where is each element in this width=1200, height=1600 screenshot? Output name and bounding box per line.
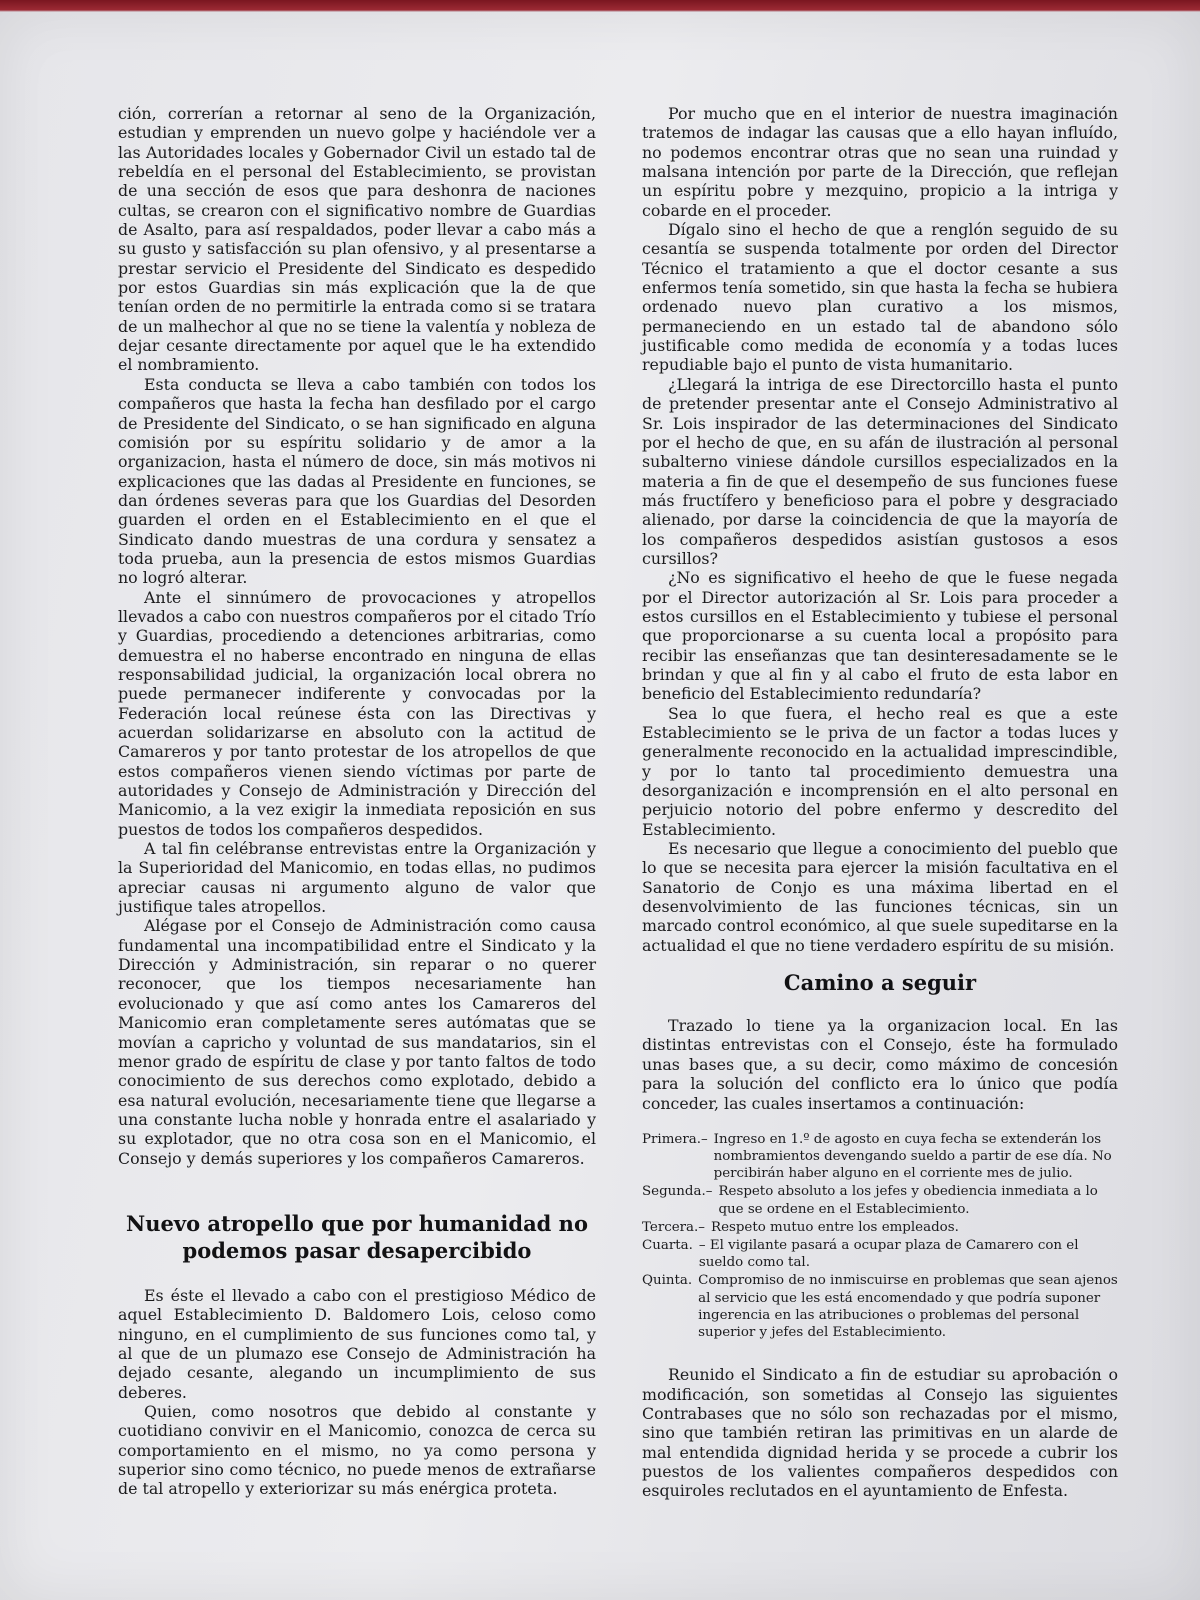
article-paragraph: Esta conducta se lleva a cabo también con todos los compañeros que hasta la fecha han desfilado por el cargo de Presidente del Sindicato, o se han significado en alguna comisión por su espíritu solidario y de amor a la organizacion, hasta el número de doce, sin más motivos ni explicaciones que las dadas al Presidente en funciones, se dan órdenes severas para que los Guardias del Desorden guarden el orden en el Establecimiento en el que el Sindicato dando muestras de una cordura y sensatez a toda prueba, aun la presencia de estos mismos Guardias no logró alterar.	[118, 374, 596, 588]
term-label: Tercera.–	[642, 1219, 705, 1235]
term-label: Primera.–	[642, 1131, 708, 1147]
term-text: Compromiso de no inmiscuirse en problemas que sean ajenos al servicio que les está encomendado y que podría suponer ingerencia en las atribuciones o problemas del personal superior y jefes del Establecimiento.	[698, 1273, 1118, 1341]
term-text: Ingreso en 1.º de agosto en cuya fecha se extenderán los nombramientos devengando sueldo a partir de ese día. No percibirán haber alguno en el corriente mes de julio.	[713, 1131, 1112, 1182]
newspaper-page	[0, 12, 1200, 1600]
article-paragraph: Trazado lo tiene ya la organizacion local. En las distintas entrevistas con el Consejo, éste ha formulado unas bases que, a su decir, como máximo de concesión para la solución del conflicto era lo único que podía conceder, las cuales insertamos a continuación:	[642, 1016, 1118, 1113]
article-paragraph: A tal fin celébranse entrevistas entre la Organización y la Superioridad del Manicomio, en todas ellas, no pudimos apreciar causas ni argumento alguno de valor que justifique tales atropellos.	[118, 839, 596, 917]
term-item	[642, 1272, 1118, 1341]
article-paragraph: Es éste el llevado a cabo con el prestigioso Médico de aquel Establecimiento D. Baldomero Lois, celoso como ninguno, en el cumplimiento de sus funciones como tal, y al que de un plumazo ese Consejo de Administración ha dejado cesante, alegando un incumplimiento de sus deberes.	[118, 1285, 596, 1402]
article-paragraph: Dígalo sino el hecho de que a renglón seguido de su cesantía se suspenda totalmente por orden del Director Técnico el tratamiento a que el doctor cesante a sus enfermos tenía sometido, sin que hasta la fecha se hubiera ordenado nuevo plan curativo a los mismos, permaneciendo en un estado tal de abandono sólo justificable como medida de economía y a todas luces repudiable bajo el punto de vista humanitario.	[642, 220, 1118, 375]
term-item	[642, 1237, 1118, 1271]
article-paragraph: Por mucho que en el interior de nuestra imaginación tratemos de indagar las causas que a ello hayan influído, no podemos encontrar otras que no sean una ruindad y malsana intención por parte de la Dirección, que reflejan un espíritu pobre y mezquino, propicio a la intriga y cobarde en el proceder.	[642, 104, 1118, 220]
article-paragraph: Ante el sinnúmero de provocaciones y atropellos llevados a cabo con nuestros compañeros por el citado Trío y Guardias, procediendo a detenciones arbitrarias, como demuestra el no haberse encontrado en ninguna de ellas responsabilidad judicial, la organización local obrera no puede permanecer indiferente y convocadas por la Federación local reúnese ésta con las Directivas y acuerdan solidarizarse en absoluto con la actitud de Camareros y por tanto protestar de los atropellos de que estos compañeros vienen siendo víctimas por parte de autoridades y Consejo de Administración y Dirección del Manicomio, a la vez exigir la inmediata reposición en sus puestos de todos los compañeros despedidos.	[118, 587, 596, 839]
article-paragraph: Alégase por el Consejo de Administración como causa fundamental una incompatibilidad entre el Sindicato y la Dirección y Administración, sin reparar o no querer reconocer, que los tiempos necesariamente han evolucionado y que así como antes los Camareros del Manicomio eran completamente seres autómatas que se movían a capricho y voluntad de sus mandatarios, sin el menor grado de espíritu de clase y por tanto faltos de todo conocimiento de sus derechos como explotado, debido a esa natural evolución, necesariamente tiene que llegarse a una constante lucha noble y honrada entre el asalariado y su explotador, que no otra cosa son en el Manicomio, el Consejo y demás superiores y los compañeros Camareros.	[118, 916, 596, 1168]
right-column	[642, 104, 1118, 1501]
article-paragraph: ¿Llegará la intriga de ese Directorcillo hasta el punto de pretender presentar ante el Consejo Administrativo al Sr. Lois inspirador de las determinaciones del Sindicato por el hecho de que, en su afán de ilustración al personal subalterno viniese dándole cursillos especializados en la materia a fin de que el desempeño de sus funciones fuese más fructífero y beneficioso para el pobre y desgraciado alienado, por darse la coincidencia de que la mayoría de los compañeros despedidos asistían gustosos a esos cursillos?	[642, 374, 1118, 568]
term-text: Respeto absoluto a los jefes y obediencia inmediata a lo que se ordene en el Establecimiento.	[718, 1184, 1098, 1217]
left-column	[118, 104, 596, 1499]
term-text: Respeto mutuo entre los empleados.	[710, 1219, 959, 1235]
term-label: Cuarta.	[642, 1238, 693, 1254]
article-paragraph: Reunido el Sindicato a fin de estudiar su aprobación o modificación, son sometidas al Consejo las siguientes Contrabases que no sólo son rechazadas por el mismo, sino que también retiran las primitivas en un alarde de mal entendida dignidad herida y se procede a cubrir los puestos de los valientes compañeros despedidos con esquiroles reclutados en el ayuntamiento de Enfesta.	[642, 1365, 1118, 1501]
term-item	[642, 1131, 1118, 1183]
article-paragraph: Quien, como nosotros que debido al constante y cuotidiano convivir en el Manicomio, conozca de cerca su comportamiento en el mismo, no ya como persona y superior sino como técnico, no puede menos de extrañarse de tal atropello y exteriorizar su más enérgica proteta.	[118, 1401, 596, 1499]
article-paragraph: ¿No es significativo el heeho de que le fuese negada por el Director autorización al Sr. Lois para proceder a estos cursillos en el Establecimiento y tubiese el personal que proporcionarse a su cuenta local a propósito para recibir las enseñanzas que tan desinteresadamente se le brindan y que al fin y al cabo el fruto de esta labor en beneficio del Establecimiento redundaría?	[642, 568, 1118, 704]
section-heading-camino-a-seguir: Camino a seguir	[783, 970, 977, 996]
article-paragraph: Es necesario que llegue a conocimiento del pueblo que lo que se necesita para ejercer la misión facultativa en el Sanatorio de Conjo es una máxima libertad en el desenvolvimiento de las funciones técnicas, sin un marcado control económico, al que suele supeditarse en la actualidad el que no tiene verdadero espíritu de su misión.	[642, 839, 1118, 955]
term-item	[642, 1219, 1118, 1236]
terms-list	[642, 1131, 1118, 1341]
term-label: Segunda.–	[642, 1184, 713, 1200]
article-paragraph: ción, correrían a retornar al seno de la Organización, estudian y emprenden un nuevo golpe y haciéndole ver a las Autoridades locales y Gobernador Civil un estado tal de rebeldía en el personal del Establecimiento, se provistan de una sección de esos que para deshonra de naciones cultas, se crearon con el significativo nombre de Guardias de Asalto, para así respaldados, poder llevar a cabo más a su gusto y satisfacción su plan ofensivo, y al presentarse a prestar servicio el Presidente del Sindicato es despedido por estos Guardias sin más explicación que la de que tenían orden de no permitirle la entrada como si se tratara de un malhechor al que no se tiene la valentía y nobleza de dejar cesante directamente por aquel que le ha extendido el nombramiento.	[118, 104, 596, 375]
section-heading-nuevo-atropello: Nuevo atropello que por humanidad no podemos pasar desapercibido	[126, 1210, 588, 1263]
term-label: Quinta.	[642, 1273, 693, 1289]
article-paragraph: Sea lo que fuera, el hecho real es que a este Establecimiento se le priva de un factor a todas luces y generalmente reconocido en la actualidad imprescindible, y por lo tanto tal procedimiento demuestra una desorganización e incomprensión en el alto personal en perjuicio notorio del pobre enfermo y descredito del Establecimiento.	[642, 703, 1118, 839]
term-item	[642, 1183, 1118, 1217]
term-text: – El vigilante pasará a ocupar plaza de Camarero con el sueldo como tal.	[698, 1238, 1079, 1271]
